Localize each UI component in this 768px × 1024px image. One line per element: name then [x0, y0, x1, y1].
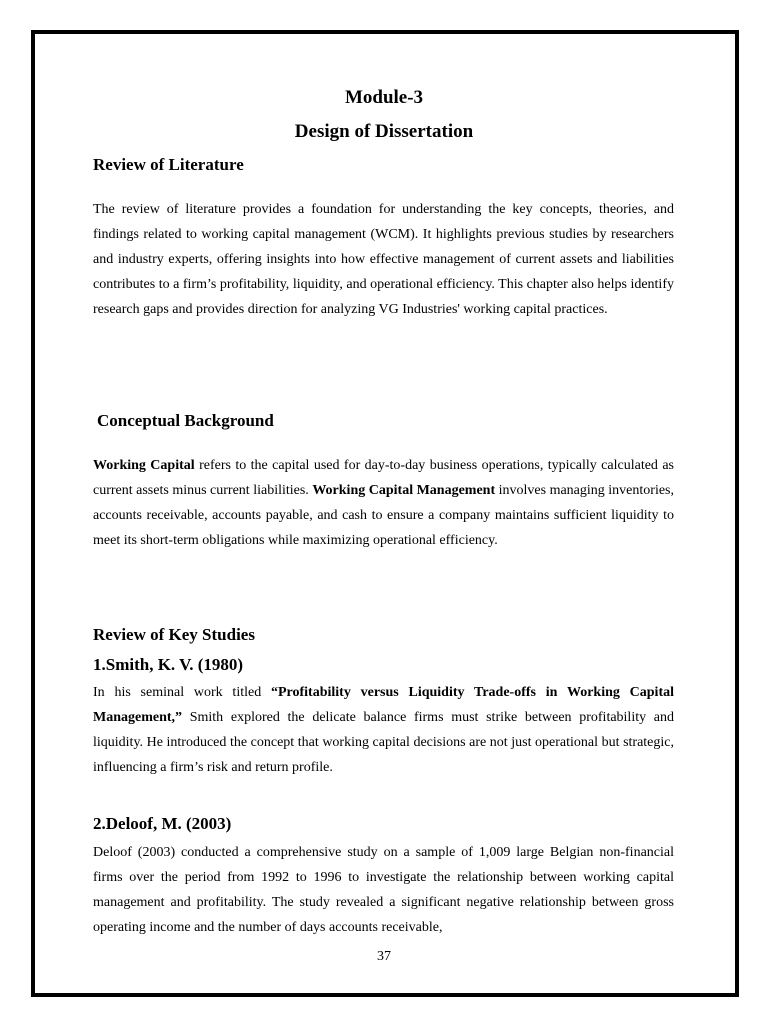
study1-intro-text: In his seminal work titled [93, 685, 271, 700]
study2-paragraph: Deloof (2003) conducted a comprehensive study on a sample of 1,009 large Belgian non-financial firms over the period from 1992 to 1996 to investigate the relationship between working capital management and profitability. The study revealed a significant negative relationship between gross operating income and the number of days accounts receivable, [93, 845, 674, 935]
review-of-literature-paragraph: The review of literature provides a foundation for understanding the key concepts, theories, and findings related to working capital management (WCM). It highlights previous studies by researchers and industry experts, offering insights into how effective management of current assets and liabilities contributes to a firm’s profitability, liquidity, and operational efficiency. This chapter also helps identify research gaps and provides direction for analyzing VG Industries' working capital practices. [93, 202, 674, 317]
working-capital-term: Working Capital [93, 458, 195, 473]
working-capital-definition: refers to the capital used for day-to-day business operations, typically calculated as current assets minus current liabilities. [93, 458, 674, 498]
study1-paragraph [93, 680, 674, 780]
working-capital-management-definition: involves managing inventories, accounts receivable, accounts payable, and cash to ensure a company maintains sufficient liquidity to meet its short-term obligations while maximizing operational efficiency. [93, 483, 675, 548]
review-of-key-studies-heading: Review of Key Studies [93, 625, 255, 644]
study1-body-text: Smith explored the delicate balance firms must strike between profitability and liquidity. He introduced the concept that working capital decisions are not just operational but strategic, influencing a firm’s risk and return profile. [93, 710, 674, 775]
review-of-literature-heading: Review of Literature [93, 155, 244, 174]
page-number: 37 [377, 949, 391, 964]
conceptual-background-heading: Conceptual Background [97, 411, 274, 430]
study1-work-title: “Profitability versus Liquidity Trade-offs in Working Capital Management,” [93, 685, 674, 725]
dissertation-title: Design of Dissertation [294, 121, 474, 142]
module-title: Module-3 [344, 87, 424, 108]
study1-heading: 1.Smith, K. V. (1980) [93, 655, 244, 674]
study2-heading: 2.Deloof, M. (2003) [93, 814, 232, 833]
conceptual-background-paragraph [93, 453, 674, 553]
working-capital-management-term: Working Capital Management [312, 483, 496, 498]
